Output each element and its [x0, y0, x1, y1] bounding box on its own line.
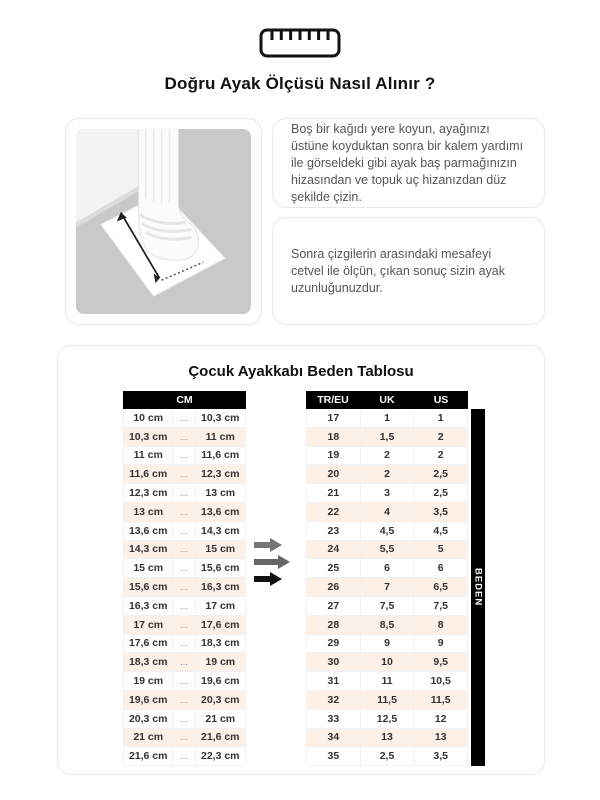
cm-to-value: 11,6 cm	[196, 447, 246, 466]
uk-value: 2	[361, 447, 415, 466]
cm-from-value: 16,3 cm	[123, 597, 173, 616]
cm-from-value: 12,3 cm	[123, 484, 173, 503]
tr-eu-value: 34	[306, 729, 361, 748]
ruler-icon	[259, 28, 341, 58]
cm-from-value: 11 cm	[123, 447, 173, 466]
size-table-row	[306, 522, 468, 541]
range-separator: ...	[173, 428, 195, 447]
cm-to-value: 16,3 cm	[196, 578, 246, 597]
tr-eu-value: 32	[306, 691, 361, 710]
range-separator: ...	[173, 559, 195, 578]
size-table-row	[306, 578, 468, 597]
tr-eu-value: 28	[306, 616, 361, 635]
header-uk: UK	[379, 394, 395, 406]
size-table-row	[306, 672, 468, 691]
instruction-step-1-text: Boş bir kağıdı yere koyun, ayağınızı üstüne koyduktan sonra bir kalem yardımı ile görseldeki gibi ayak baş parmağınızın hizasından ve topuk uç hizanızdan düz şekilde çizin.	[291, 121, 524, 204]
range-separator: ...	[173, 710, 195, 729]
us-value: 2,5	[414, 484, 468, 503]
cm-to-value: 20,3 cm	[196, 691, 246, 710]
cm-table-row	[123, 447, 246, 466]
uk-value: 11,5	[361, 691, 415, 710]
foot-on-paper-illustration	[76, 129, 251, 314]
size-table-row	[306, 559, 468, 578]
cm-to-value: 21,6 cm	[196, 729, 246, 748]
tr-eu-value: 20	[306, 465, 361, 484]
tr-eu-value: 23	[306, 522, 361, 541]
tr-eu-value: 35	[306, 747, 361, 766]
cm-from-value: 14,3 cm	[123, 541, 173, 560]
cm-table-row	[123, 597, 246, 616]
uk-value: 4	[361, 503, 415, 522]
cm-to-value: 12,3 cm	[196, 465, 246, 484]
size-table-row	[306, 616, 468, 635]
range-separator: ...	[173, 447, 195, 466]
us-value: 13	[414, 729, 468, 748]
size-table-card	[57, 345, 545, 775]
us-value: 5	[414, 541, 468, 560]
tr-eu-value: 22	[306, 503, 361, 522]
cm-to-value: 14,3 cm	[196, 522, 246, 541]
cm-to-value: 17,6 cm	[196, 616, 246, 635]
cm-to-value: 13 cm	[196, 484, 246, 503]
tr-eu-value: 29	[306, 635, 361, 654]
cm-from-value: 21 cm	[123, 729, 173, 748]
cm-from-value: 15 cm	[123, 559, 173, 578]
cm-from-value: 13,6 cm	[123, 522, 173, 541]
cm-to-value: 18,3 cm	[196, 635, 246, 654]
instructions-section	[65, 118, 545, 325]
cm-from-value: 21,6 cm	[123, 747, 173, 766]
cm-from-value: 10 cm	[123, 409, 173, 428]
cm-to-value: 10,3 cm	[196, 409, 246, 428]
range-separator: ...	[173, 691, 195, 710]
cm-table-row	[123, 672, 246, 691]
cm-from-value: 19 cm	[123, 672, 173, 691]
cm-from-value: 11,6 cm	[123, 465, 173, 484]
size-table-row	[306, 541, 468, 560]
cm-table-row	[123, 691, 246, 710]
range-separator: ...	[173, 635, 195, 654]
cm-to-value: 21 cm	[196, 710, 246, 729]
cm-table-header: CM	[123, 391, 246, 409]
cm-table-row	[123, 428, 246, 447]
uk-value: 11	[361, 672, 415, 691]
instruction-step-2-card	[272, 217, 545, 325]
size-table-row	[306, 409, 468, 428]
uk-value: 8,5	[361, 616, 415, 635]
tr-eu-value: 17	[306, 409, 361, 428]
cm-table-rows	[123, 409, 246, 766]
cm-to-value: 22,3 cm	[196, 747, 246, 766]
tr-eu-value: 25	[306, 559, 361, 578]
us-value: 6,5	[414, 578, 468, 597]
us-value: 2	[414, 428, 468, 447]
instruction-step-2-text: Sonra çizgilerin arasındaki mesafeyi cetvel ile ölçün, çıkan sonuç sizin ayak uzunluğunuzdur.	[291, 246, 505, 295]
us-value: 7,5	[414, 597, 468, 616]
tr-eu-value: 24	[306, 541, 361, 560]
us-value: 12	[414, 710, 468, 729]
cm-to-value: 17 cm	[196, 597, 246, 616]
cm-to-value: 15 cm	[196, 541, 246, 560]
range-separator: ...	[173, 484, 195, 503]
size-table-row	[306, 428, 468, 447]
range-separator: ...	[173, 522, 195, 541]
us-value: 6	[414, 559, 468, 578]
size-table-row	[306, 710, 468, 729]
cm-to-value: 11 cm	[196, 428, 246, 447]
us-value: 8	[414, 616, 468, 635]
us-value: 11,5	[414, 691, 468, 710]
uk-value: 1	[361, 409, 415, 428]
cm-from-value: 20,3 cm	[123, 710, 173, 729]
us-value: 1	[414, 409, 468, 428]
us-value: 2	[414, 447, 468, 466]
cm-table-row	[123, 729, 246, 748]
cm-from-value: 19,6 cm	[123, 691, 173, 710]
beden-vertical-bar	[471, 409, 485, 766]
tr-eu-value: 21	[306, 484, 361, 503]
cm-table-row	[123, 616, 246, 635]
uk-value: 7	[361, 578, 415, 597]
us-value: 9	[414, 635, 468, 654]
cm-from-value: 15,6 cm	[123, 578, 173, 597]
range-separator: ...	[173, 616, 195, 635]
transfer-arrows-icon	[254, 538, 298, 586]
cm-table-row	[123, 465, 246, 484]
header-tr-eu: TR/EU	[317, 394, 349, 406]
us-value: 4,5	[414, 522, 468, 541]
cm-from-value: 17 cm	[123, 616, 173, 635]
size-table-row	[306, 653, 468, 672]
cm-table-row	[123, 522, 246, 541]
tr-eu-value: 27	[306, 597, 361, 616]
header-us: US	[433, 394, 449, 406]
uk-value: 9	[361, 635, 415, 654]
cm-to-value: 19 cm	[196, 653, 246, 672]
range-separator: ...	[173, 653, 195, 672]
us-value: 2,5	[414, 465, 468, 484]
uk-value: 6	[361, 559, 415, 578]
cm-table-row	[123, 578, 246, 597]
us-value: 10,5	[414, 672, 468, 691]
cm-table-row	[123, 409, 246, 428]
cm-to-value: 19,6 cm	[196, 672, 246, 691]
cm-from-value: 10,3 cm	[123, 428, 173, 447]
size-table-row	[306, 597, 468, 616]
range-separator: ...	[173, 465, 195, 484]
cm-table-row	[123, 541, 246, 560]
beden-label: BEDEN	[472, 568, 484, 607]
uk-value: 3	[361, 484, 415, 503]
cm-from-value: 13 cm	[123, 503, 173, 522]
tr-eu-value: 30	[306, 653, 361, 672]
cm-table-row	[123, 710, 246, 729]
uk-value: 5,5	[361, 541, 415, 560]
size-table-row	[306, 635, 468, 654]
uk-value: 13	[361, 729, 415, 748]
uk-value: 2,5	[361, 747, 415, 766]
cm-table-row	[123, 635, 246, 654]
uk-value: 1,5	[361, 428, 415, 447]
page-title: Doğru Ayak Ölçüsü Nasıl Alınır ?	[164, 74, 436, 93]
range-separator: ...	[173, 672, 195, 691]
cm-to-value: 13,6 cm	[196, 503, 246, 522]
tr-eu-value: 31	[306, 672, 361, 691]
foot-measurement-image	[65, 118, 262, 325]
uk-value: 10	[361, 653, 415, 672]
size-table-header-row	[306, 391, 468, 409]
size-table-row	[306, 465, 468, 484]
size-table-row	[306, 729, 468, 748]
cm-to-value: 15,6 cm	[196, 559, 246, 578]
cm-range-table	[123, 391, 246, 766]
size-table-row	[306, 747, 468, 766]
uk-value: 2	[361, 465, 415, 484]
cm-from-value: 18,3 cm	[123, 653, 173, 672]
size-table-rows	[306, 409, 468, 766]
cm-table-row	[123, 503, 246, 522]
cm-table-row	[123, 484, 246, 503]
range-separator: ...	[173, 747, 195, 766]
size-table-title: Çocuk Ayakkabı Beden Tablosu	[188, 363, 414, 380]
tr-eu-value: 33	[306, 710, 361, 729]
tr-eu-value: 26	[306, 578, 361, 597]
size-table-row	[306, 484, 468, 503]
range-separator: ...	[173, 541, 195, 560]
us-value: 9,5	[414, 653, 468, 672]
range-separator: ...	[173, 729, 195, 748]
instruction-step-1-card	[272, 118, 545, 208]
range-separator: ...	[173, 503, 195, 522]
range-separator: ...	[173, 578, 195, 597]
uk-value: 7,5	[361, 597, 415, 616]
uk-value: 4,5	[361, 522, 415, 541]
cm-table-row	[123, 653, 246, 672]
us-value: 3,5	[414, 747, 468, 766]
cm-from-value: 17,6 cm	[123, 635, 173, 654]
cm-table-row	[123, 559, 246, 578]
tr-eu-value: 19	[306, 447, 361, 466]
international-size-table	[306, 391, 468, 766]
size-table-row	[306, 447, 468, 466]
size-table-row	[306, 503, 468, 522]
uk-value: 12,5	[361, 710, 415, 729]
us-value: 3,5	[414, 503, 468, 522]
tr-eu-value: 18	[306, 428, 361, 447]
size-table-row	[306, 691, 468, 710]
range-separator: ...	[173, 409, 195, 428]
range-separator: ...	[173, 597, 195, 616]
cm-table-row	[123, 747, 246, 766]
